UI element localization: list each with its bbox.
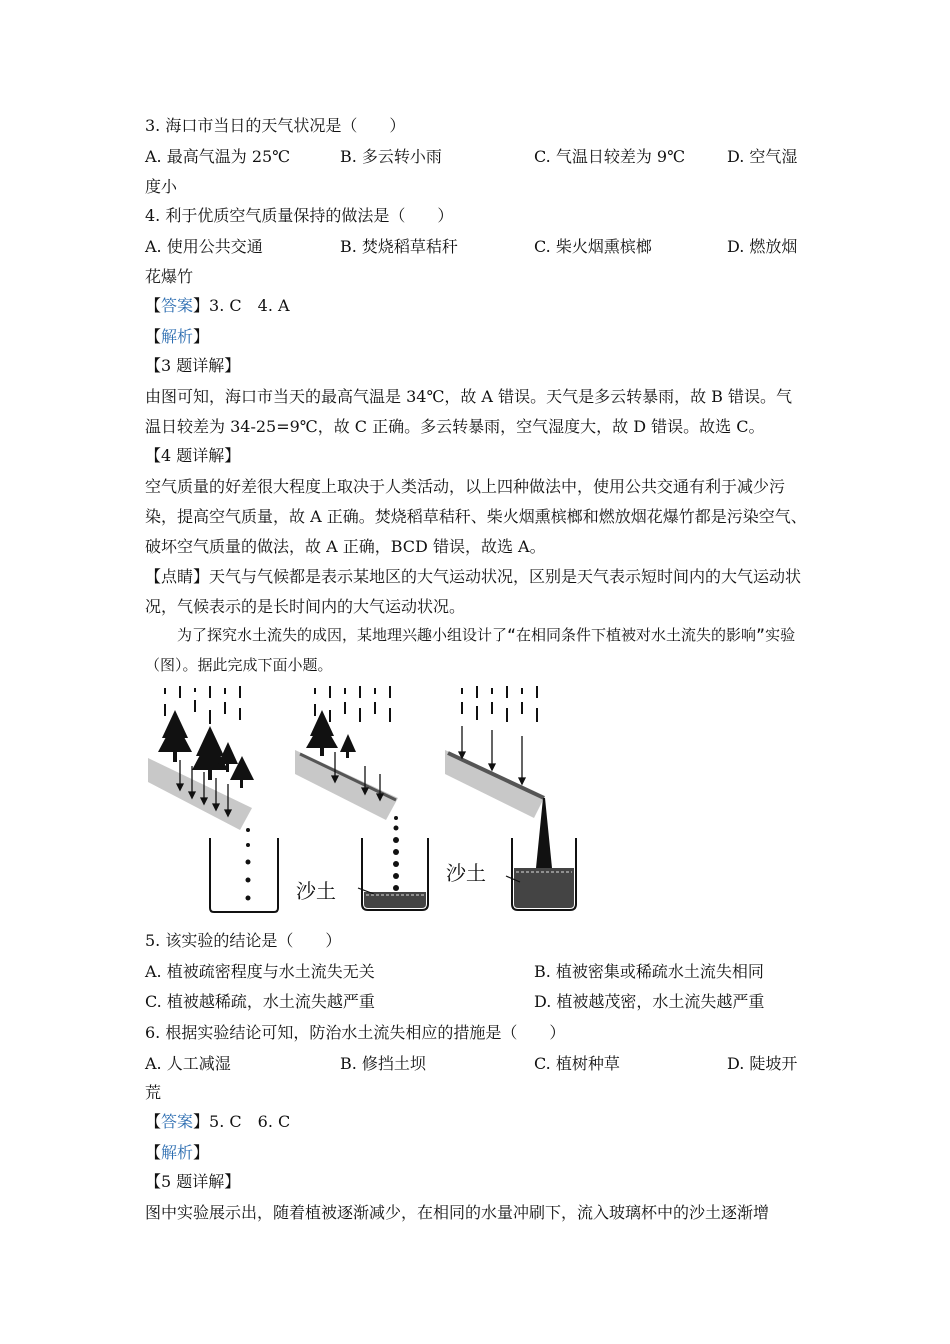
answer-label-2: 答案	[161, 1112, 194, 1131]
analysis-line-2: 【解析】	[145, 1143, 210, 1162]
q5-option-a: A. 植被疏密程度与水土流失无关	[145, 962, 375, 981]
dianjing-paragraph	[145, 562, 807, 622]
q6-option-d: D. 陡坡开	[727, 1054, 798, 1073]
q3-option-a: A. 最高气温为 25℃	[145, 147, 291, 166]
detail4-text: 空气质量的好差很大程度上取决于人类活动，以上四种做法中，使用公共交通有利于减少污染，提高空气质量，故 A 正确。焚烧稻草秸秆、柴火烟熏槟榔和燃放烟花爆竹都是污染空气、破坏空气质量的做法，故 A 正确，BCD 错误，故选 A。	[145, 477, 807, 556]
q4-option-a: A. 使用公共交通	[145, 237, 263, 256]
q5-stem: 5. 该实验的结论是（ ）	[145, 931, 342, 950]
detail4-heading: 【4 题详解】	[145, 446, 241, 465]
q3-option-d: D. 空气湿	[727, 147, 798, 166]
q5-option-c: C. 植被越稀疏，水土流失越严重	[145, 992, 375, 1011]
detail5-text: 图中实验展示出，随着植被逐渐减少，在相同的水量冲刷下，流入玻璃杯中的沙土逐渐增	[145, 1203, 770, 1222]
q5-option-b: B. 植被密集或稀疏水土流失相同	[534, 962, 764, 981]
q6-option-d-continued: 荒	[145, 1083, 162, 1102]
detail3-heading: 【3 题详解】	[145, 356, 241, 375]
q3-stem: 3. 海口市当日的天气状况是（ ）	[145, 116, 406, 135]
analysis-label: 解析	[161, 327, 194, 346]
experiment-figure	[140, 680, 580, 915]
q4-option-d: D. 燃放烟	[727, 237, 798, 256]
q4-stem: 4. 利于优质空气质量保持的做法是（ ）	[145, 206, 454, 225]
q4-option-d-continued: 花爆竹	[145, 267, 194, 286]
answer-text-2: 5. C 6. C	[209, 1112, 291, 1131]
dianjing-text: 天气与气候都是表示某地区的大气运动状况，区别是天气表示短时间内的大气运动状况，气候表示的是长时间内的大气运动状况。	[145, 567, 802, 616]
answer-line-2: 【答案】5. C 6. C	[145, 1112, 291, 1131]
dianjing-label: 【点睛】	[145, 567, 210, 586]
setup-no-vegetation	[445, 686, 576, 910]
answer-label: 答案	[161, 296, 194, 315]
sand-label-3: 沙土	[446, 861, 486, 885]
analysis-line-1: 【解析】	[145, 327, 210, 346]
q4-option-b: B. 焚烧稻草秸秆	[340, 237, 458, 256]
detail5-heading: 【5 题详解】	[145, 1172, 241, 1191]
q5-option-d: D. 植被越茂密，水土流失越严重	[534, 992, 765, 1011]
answer-line-1: 【答案】3. C 4. A	[145, 296, 290, 315]
answer-text: 3. C 4. A	[209, 296, 290, 315]
q6-option-c: C. 植树种草	[534, 1054, 620, 1073]
setup-dense-vegetation	[148, 686, 278, 912]
detail3-text: 由图可知，海口市当天的最高气温是 34℃，故 A 错误。天气是多云转暴雨，故 B 错误。气温日较差为 34-25=9℃，故 C 正确。多云转暴雨，空气湿度大，故 D 错误。故选 C。	[145, 387, 793, 436]
sand-label-2: 沙土	[296, 879, 336, 903]
experiment-intro: 为了探究水土流失的成因，某地理兴趣小组设计了“在相同条件下植被对水土流失的影响”实验（图）。据此完成下面小题。	[145, 626, 796, 674]
q4-option-c: C. 柴火烟熏槟榔	[534, 237, 652, 256]
setup-sparse-vegetation	[295, 686, 428, 910]
q3-option-d-continued: 度小	[145, 177, 178, 196]
q6-option-a: A. 人工减湿	[145, 1054, 231, 1073]
q3-option-c: C. 气温日较差为 9℃	[534, 147, 686, 166]
analysis-label-2: 解析	[161, 1143, 194, 1162]
q6-stem: 6. 根据实验结论可知，防治水土流失相应的措施是（ ）	[145, 1023, 566, 1042]
q3-option-b: B. 多云转小雨	[340, 147, 442, 166]
q6-option-b: B. 修挡土坝	[340, 1054, 426, 1073]
